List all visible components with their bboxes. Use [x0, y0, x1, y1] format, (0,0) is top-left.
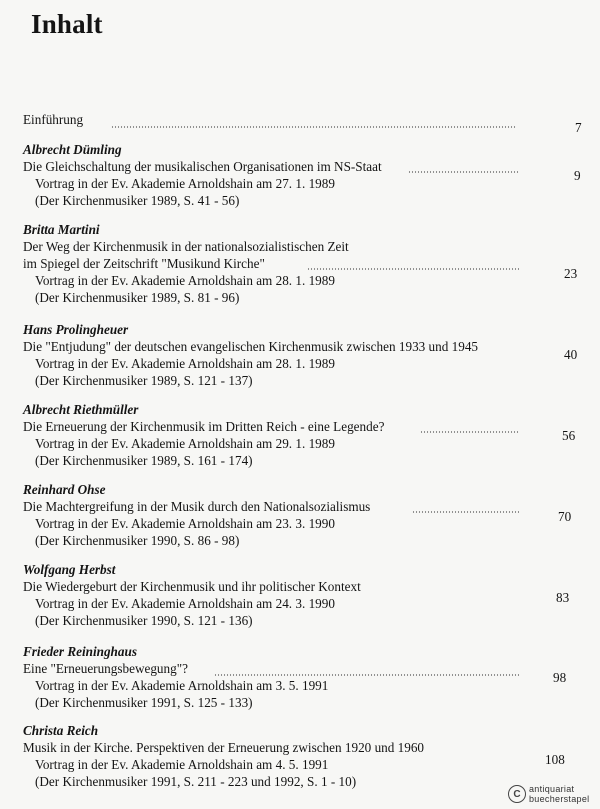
page-number: 7	[575, 120, 582, 135]
stamp-line1: antiquariat	[529, 784, 575, 794]
lecture-note: Vortrag in der Ev. Akademie Arnoldshain am 28. 1. 1989	[35, 273, 335, 288]
toc-entry	[23, 643, 583, 711]
leader-dots	[408, 171, 519, 173]
lecture-note: Vortrag in der Ev. Akademie Arnoldshain am 23. 3. 1990	[35, 516, 335, 531]
entry-title: Der Weg der Kirchenmusik in der nationalsozialistischen Zeit	[23, 239, 349, 254]
entry-title: Die Wiedergeburt der Kirchenmusik und ihr politischer Kontext	[23, 579, 361, 594]
page-number: 56	[562, 428, 576, 443]
source-note: (Der Kirchenmusiker 1991, S. 125 - 133)	[35, 695, 253, 710]
stamp-line2: buecherstapel	[529, 794, 590, 804]
author-name: Albrecht Riethmüller	[23, 402, 139, 417]
page-number: 40	[564, 347, 578, 362]
lecture-note: Vortrag in der Ev. Akademie Arnoldshain am 28. 1. 1989	[35, 356, 335, 371]
author-name: Christa Reich	[23, 723, 99, 738]
entry-title: Eine "Erneuerungsbewegung"?	[23, 661, 188, 676]
toc-entry	[23, 141, 583, 209]
leader-dots	[412, 511, 519, 513]
entry-title: Die Machtergreifung in der Musik durch den Nationalsozialismus	[23, 499, 371, 514]
leader-dots	[307, 268, 519, 270]
author-name: Wolfgang Herbst	[23, 562, 116, 577]
leader-dots	[111, 126, 516, 128]
toc-entry	[23, 561, 583, 629]
watermark-stamp	[508, 782, 596, 806]
lecture-note: Vortrag in der Ev. Akademie Arnoldshain am 24. 3. 1990	[35, 596, 335, 611]
entry-title-cont: im Spiegel der Zeitschrift "Musikund Kirche"	[23, 256, 265, 271]
author-name: Reinhard Ohse	[23, 482, 106, 497]
lecture-note: Vortrag in der Ev. Akademie Arnoldshain am 4. 5. 1991	[35, 757, 329, 772]
page-number: 23	[564, 266, 578, 281]
author-name: Frieder Reininghaus	[23, 644, 137, 659]
page-title: Inhalt	[31, 9, 103, 39]
toc-entry	[23, 401, 583, 469]
lecture-note: Vortrag in der Ev. Akademie Arnoldshain am 29. 1. 1989	[35, 436, 335, 451]
source-note: (Der Kirchenmusiker 1989, S. 161 - 174)	[35, 453, 253, 468]
entry-title: Die "Entjudung" der deutschen evangelischen Kirchenmusik zwischen 1933 und 1945	[23, 339, 479, 354]
source-note: (Der Kirchenmusiker 1989, S. 121 - 137)	[35, 373, 253, 388]
page-number: 9	[574, 168, 581, 183]
source-note: (Der Kirchenmusiker 1990, S. 86 - 98)	[35, 533, 240, 548]
entry-title: Die Gleichschaltung der musikalischen Organisationen im NS-Staat	[23, 159, 382, 174]
lecture-note: Vortrag in der Ev. Akademie Arnoldshain am 27. 1. 1989	[35, 176, 335, 191]
leader-dots	[214, 674, 519, 676]
source-note: (Der Kirchenmusiker 1990, S. 121 - 136)	[35, 613, 253, 628]
toc-entry	[23, 481, 583, 549]
author-name: Hans Prolingheuer	[23, 322, 129, 337]
source-note: (Der Kirchenmusiker 1989, S. 81 - 96)	[35, 290, 240, 305]
toc-entry	[23, 221, 583, 306]
lecture-note: Vortrag in der Ev. Akademie Arnoldshain am 3. 5. 1991	[35, 678, 329, 693]
entry-title: Musik in der Kirche. Perspektiven der Erneuerung zwischen 1920 und 1960	[23, 740, 425, 755]
entry-title: Die Erneuerung der Kirchenmusik im Dritten Reich - eine Legende?	[23, 419, 385, 434]
copyright-icon: C	[508, 785, 526, 803]
page-number: 98	[553, 670, 567, 685]
toc-entry-title: Einführung	[23, 112, 84, 127]
author-name: Britta Martini	[23, 222, 100, 237]
author-name: Albrecht Dümling	[23, 142, 122, 157]
page-number: 83	[556, 590, 570, 605]
source-note: (Der Kirchenmusiker 1989, S. 41 - 56)	[35, 193, 240, 208]
page-number: 108	[545, 752, 565, 767]
leader-dots	[420, 431, 519, 433]
source-note: (Der Kirchenmusiker 1991, S. 211 - 223 und 1992, S. 1 - 10)	[35, 774, 357, 789]
toc-entry	[23, 722, 583, 790]
toc-entry	[23, 321, 583, 389]
page-number: 70	[558, 509, 572, 524]
